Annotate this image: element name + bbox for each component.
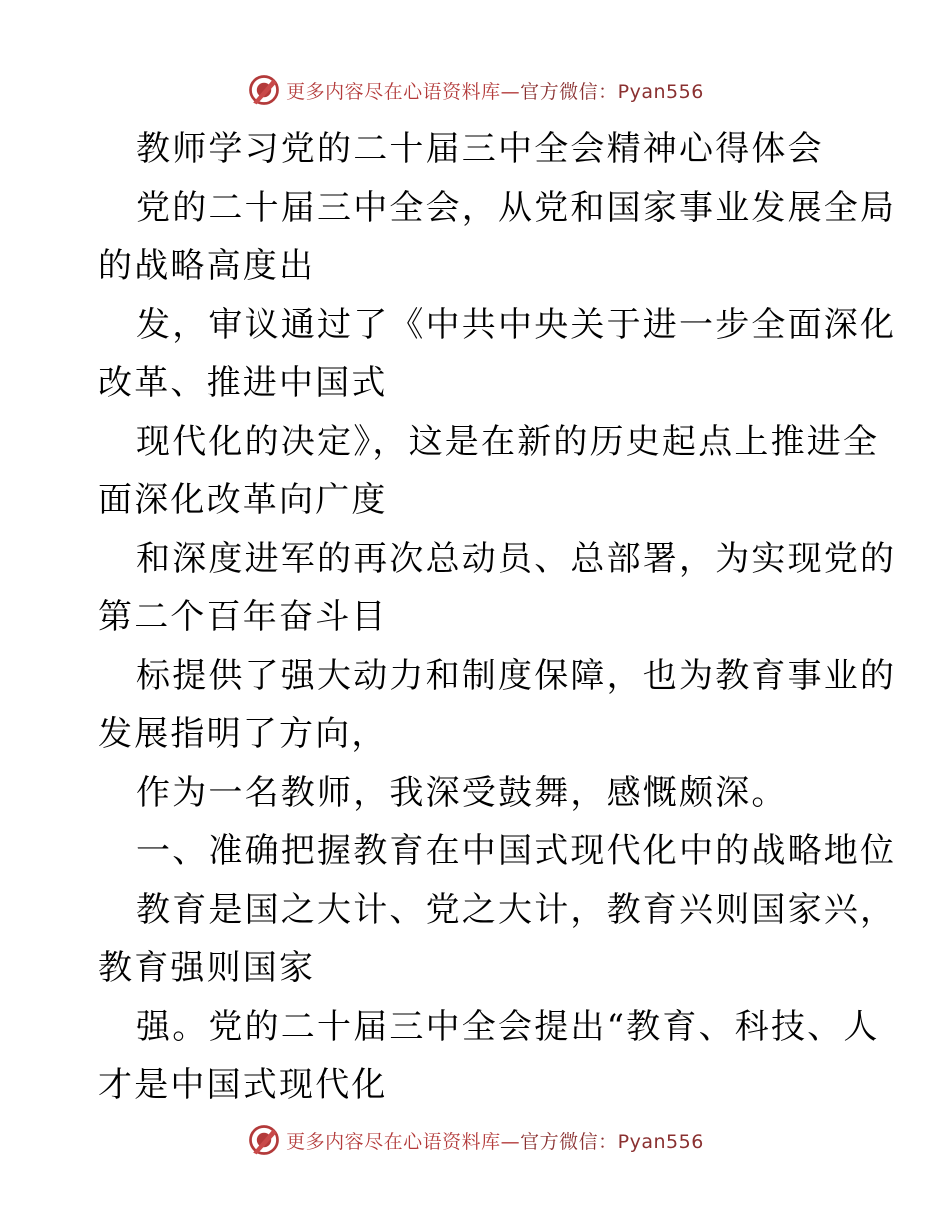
text-line: 党的二十届三中全会，从党和国家事业发展全局 — [136, 187, 897, 228]
section-heading: 一、准确把握教育在中国式现代化中的战略地位 — [136, 831, 897, 871]
text-line: 标提供了强大动力和制度保障，也为教育事业的 — [136, 655, 897, 696]
text-line: 发，审议通过了《中共中央关于进一步全面深化 — [136, 304, 897, 345]
text-line: 第二个百年奋斗目 — [98, 597, 388, 637]
brand-logo-icon — [246, 1122, 282, 1158]
text-line: 面深化改革向广度 — [98, 480, 388, 520]
header-banner-text: 更多内容尽在心语资料库—官方微信：Pyan556 — [286, 80, 704, 103]
text-line: 发展指明了方向， — [98, 714, 388, 754]
text-line: 强。党的二十届三中全会提出“教育、科技、人 — [136, 1006, 880, 1047]
document-title: 教师学习党的二十届三中全会精神心得体会 — [136, 129, 824, 169]
footer-banner — [0, 1120, 950, 1160]
text-line: 和深度进军的再次总动员、总部署，为实现党的 — [136, 538, 897, 579]
text-line: 才是中国式现代化 — [98, 1065, 388, 1105]
text-line: 现代化的决定》，这是在新的历史起点上推进全 — [136, 421, 880, 462]
text-line: 教育是国之大计、党之大计，教育兴则国家兴， — [136, 889, 897, 930]
footer-banner-text: 更多内容尽在心语资料库—官方微信：Pyan556 — [286, 1130, 704, 1153]
document-body — [98, 120, 897, 1115]
header-banner — [0, 70, 950, 110]
text-line: 改革、推进中国式 — [98, 363, 388, 403]
text-line: 作为一名教师，我深受鼓舞，感慨颇深。 — [136, 772, 788, 813]
text-line: 的战略高度出 — [98, 246, 316, 286]
brand-logo-icon — [246, 72, 282, 108]
text-line: 教育强则国家 — [98, 948, 316, 988]
